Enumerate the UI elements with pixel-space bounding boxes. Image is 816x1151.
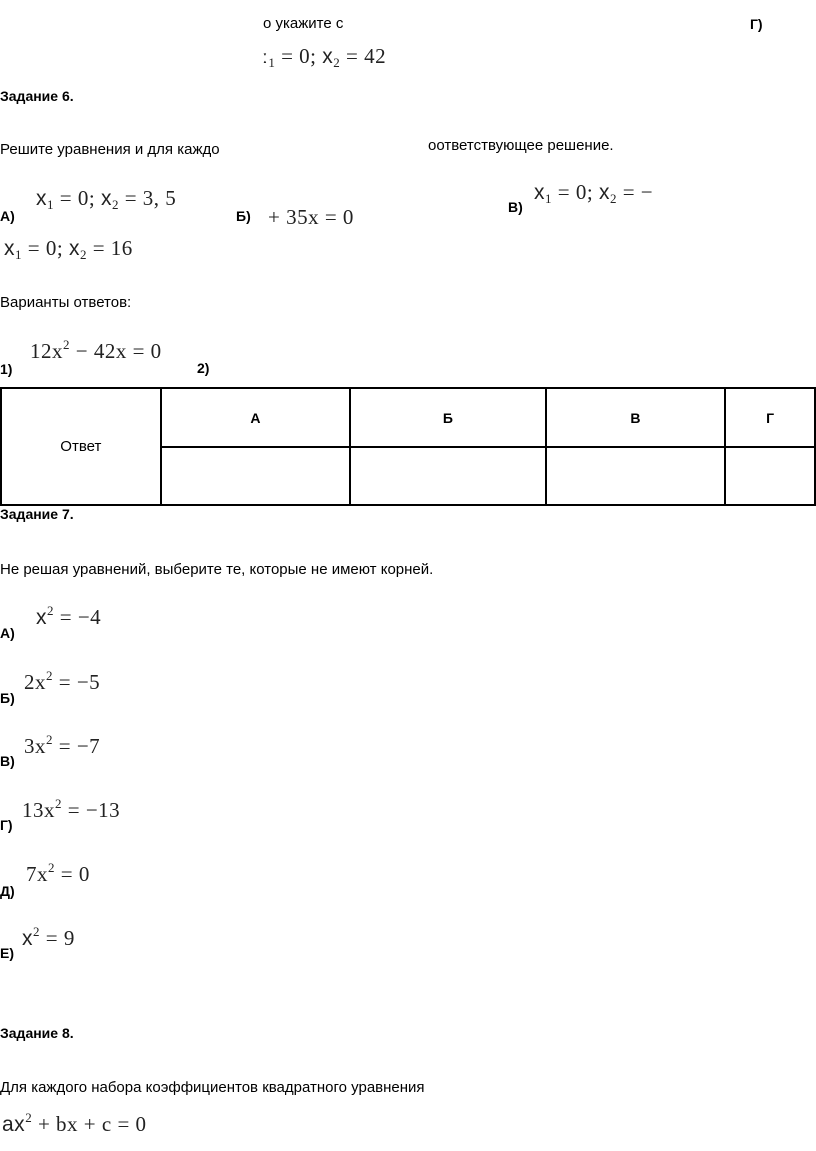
task7-equation-b: $2x^2 = -5$ (24, 668, 101, 694)
task7-instruction: Не решая уравнений, выберите те, которые не имеют корней. (0, 561, 434, 578)
answer-header-a: А (161, 388, 351, 447)
answer-header-v: В (546, 388, 726, 447)
task7-label-d: Д) (0, 883, 15, 899)
top-equation: ː$_1$ = 0; $x_2 = 42$ (262, 44, 387, 70)
task7-label-g: Г) (0, 817, 13, 833)
task7-equation-a: $x^2 = -4$ (36, 603, 102, 629)
task8-instruction: Для каждого набора коэффициентов квадратного уравнения (0, 1079, 425, 1096)
task6-option2-label: 2) (197, 360, 210, 376)
answer-cell-g[interactable] (725, 447, 815, 505)
answer-header-b: Б (350, 388, 545, 447)
task7-equation-v: $3x^2 = -7$ (24, 732, 101, 758)
task8-title: Задание 8. (0, 1025, 74, 1041)
task7-label-b: Б) (0, 690, 15, 706)
task7-equation-e: $x^2 = 9$ (22, 924, 75, 950)
task6-title: Задание 6. (0, 88, 74, 104)
task6-label-a: А) (0, 208, 15, 224)
answer-cell-v[interactable] (546, 447, 726, 505)
task6-label-b: Б) (236, 208, 251, 224)
task7-label-v: В) (0, 753, 15, 769)
answer-cell-b[interactable] (350, 447, 545, 505)
task7-equation-d: $7x^2 = 0$ (26, 860, 90, 886)
answer-table (0, 387, 816, 506)
task6-answer-extra: $x_1 = 0$; $x_2 = 16$ (4, 236, 133, 262)
task6-variants-label: Варианты ответов: (0, 294, 132, 311)
task7-label-a: А) (0, 625, 15, 641)
answer-cell-a[interactable] (161, 447, 351, 505)
task7-equation-g: $13x^2 = -13$ (22, 796, 121, 822)
answer-row-label: Ответ (1, 388, 161, 505)
task6-answer-v: $x_1 = 0$; $x_2$ = − (534, 180, 654, 206)
answer-header-g: Г (725, 388, 815, 447)
task6-option1-equation: $12x^2 - 42x = 0$ (30, 337, 162, 363)
task6-instruction-left: Решите уравнения и для каждо (0, 141, 220, 158)
task8-general-equation: $ax^2$ + bx + c = 0 (2, 1110, 147, 1136)
task7-title: Задание 7. (0, 506, 74, 522)
task6-option1-label: 1) (0, 361, 13, 377)
task6-label-v: В) (508, 199, 523, 215)
task7-label-e: Е) (0, 945, 14, 961)
top-label-g: Г) (750, 16, 763, 32)
task6-answer-a: $x_1 = 0$; $x_2 = 3$, 5 (36, 186, 177, 212)
task6-equation-b: + 35x = 0 (268, 205, 354, 229)
task6-instruction-right: оответствующее решение. (428, 137, 614, 154)
top-text-fragment: о укажите с (263, 15, 344, 32)
